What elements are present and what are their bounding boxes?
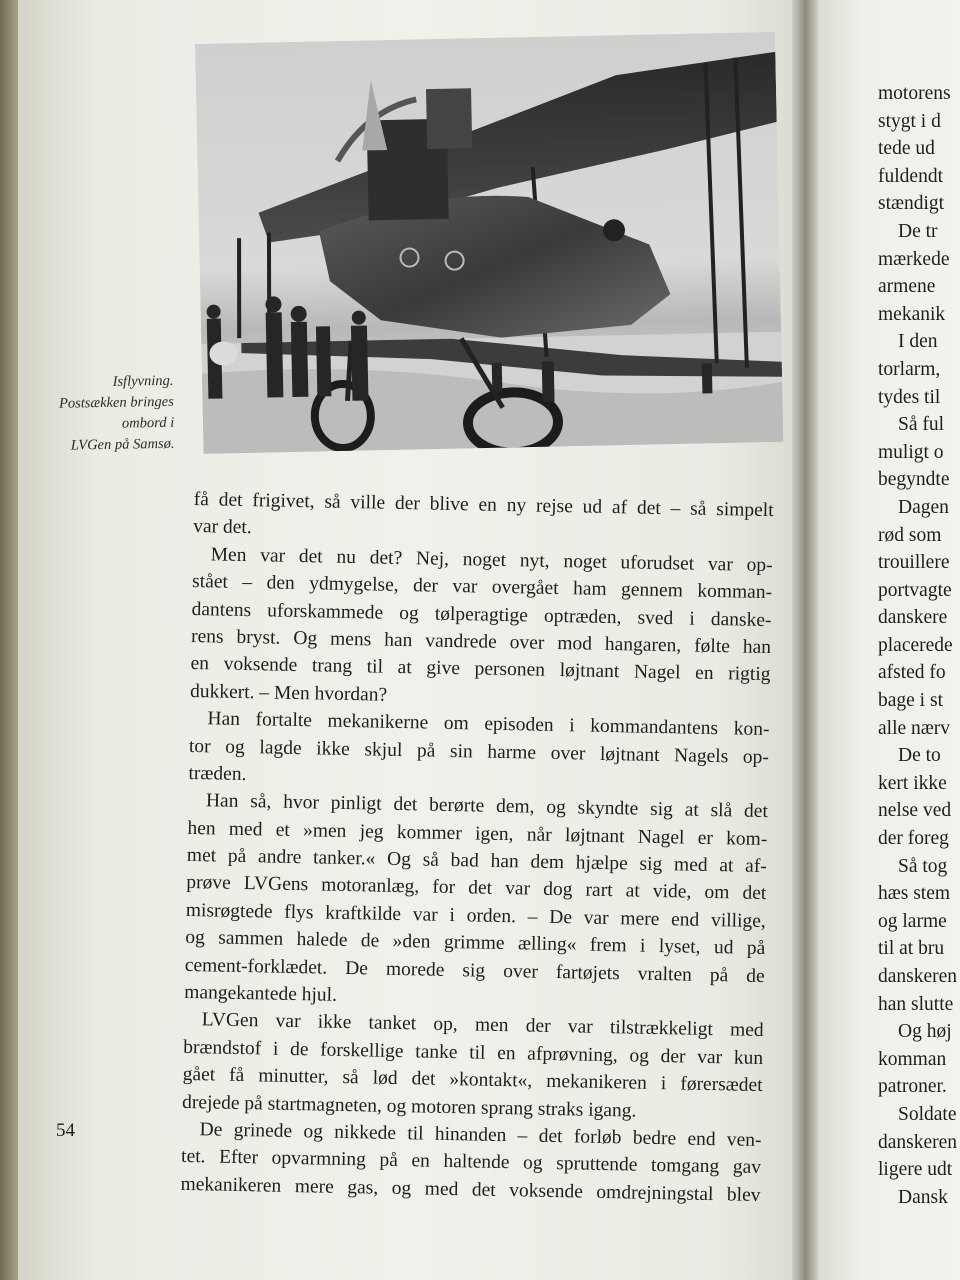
right-page-line: der foreg <box>878 828 949 850</box>
right-page-line: torlarm, <box>878 358 941 380</box>
right-page-line: komman <box>878 1048 947 1070</box>
right-page-line: kert ikke <box>878 772 947 794</box>
body-line: dantens uforskammede og tølperagtige optræden, sved i danske- <box>191 598 772 631</box>
body-line: stået – den ydmygelse, der var overgået ham gennem komman- <box>191 571 773 604</box>
right-page-text <box>878 80 957 1211</box>
right-page-line: placerede <box>878 634 953 656</box>
body-line: De grinede og nikkede til hinanden – det forløb bedre end ven- <box>199 1119 762 1151</box>
right-page-line: stygt i d <box>878 110 941 132</box>
right-page-line: danskeren <box>878 1131 958 1153</box>
right-page-line: Dansk <box>898 1186 948 1208</box>
right-page-line: Så tog <box>898 855 948 877</box>
right-page-line: Soldate <box>898 1103 957 1125</box>
right-page-line: I den <box>898 331 938 353</box>
caption-line: Postsækken bringes <box>58 393 174 412</box>
right-page-line: begyndte <box>878 469 950 491</box>
right-page-line: stændigt <box>878 193 945 215</box>
main-body-text <box>180 486 774 1209</box>
body-line: cement-forklædet. De morede sig over fartøjets vralten på de <box>184 954 765 987</box>
body-line: met på andre tanker.« Og så bad han dem hjælpe sig med at af- <box>186 845 767 878</box>
caption-line: LVGen på Samsø. <box>70 435 175 454</box>
body-line: hen med et »men jeg kommer igen, når løjtnant Nagel er kom- <box>187 817 768 850</box>
body-line: Men var det nu det? Nej, noget nyt, noget uforudset var op- <box>210 544 773 576</box>
right-page-line: danskeren <box>878 966 958 987</box>
right-page-line: og larme <box>878 910 947 932</box>
right-page-line: hæs stem <box>878 883 951 905</box>
right-page-line: Og høj <box>898 1021 952 1043</box>
right-page-line: De tr <box>898 220 938 242</box>
biplane-photo <box>195 32 783 454</box>
body-line: tet. Efter opvarmning på en haltende og spruttende tomgang gav <box>180 1146 762 1179</box>
right-page-line: armene <box>878 276 936 298</box>
body-line: prøve LVGens motoranlæg, for det var dog rart at vide, om det <box>186 872 767 905</box>
body-line: misrøgtede flys kraftkilde var i orden. – De var mere end villige, <box>185 899 766 932</box>
right-page-line: bage i st <box>878 690 943 712</box>
caption-line: Isflyvning. <box>112 372 174 390</box>
body-line: var det. <box>193 516 252 539</box>
right-page-line: fuldendt <box>878 165 943 187</box>
right-page-line: motorens <box>878 83 951 104</box>
page-number: 54 <box>56 1120 75 1141</box>
right-page-line: afsted fo <box>878 662 946 684</box>
body-line: en voksende trang til at give personen løjtnant Nagel en rigtig <box>190 653 771 686</box>
right-page-line: til at bru <box>878 938 945 960</box>
right-page-line: trouillere <box>878 552 950 574</box>
right-page-line: ligere udt <box>878 1159 953 1181</box>
right-page-line: portvagte <box>878 579 952 601</box>
body-line: LVGen var ikke tanket op, men der var tilstrækkeligt med <box>201 1009 764 1042</box>
caption-line: ombord i <box>121 414 175 432</box>
body-line: og sammen halede de »den grimme ælling« frem i lyset, ud på <box>185 927 766 960</box>
body-line: Han fortalte mekanikerne om episoden i kommandantens kon- <box>207 708 770 741</box>
right-page-line: Dagen <box>898 496 949 518</box>
right-page-line: rød som <box>878 524 942 546</box>
body-line: gået få minutter, så lød det »kontakt«, mekanikeren i førersædet <box>182 1064 763 1097</box>
body-line: tor og lagde ikke skjul på sin harme over løjtnant Nagels op- <box>188 735 770 768</box>
right-page-line: Så ful <box>898 414 945 436</box>
right-page-line: muligt o <box>878 441 944 463</box>
body-line: mekanikeren mere gas, og med det voksende omdrejningstal blev <box>180 1173 761 1206</box>
body-line: dukkert. – Men hvordan? <box>189 680 388 706</box>
right-page-line: mekanik <box>878 303 946 325</box>
body-line: brændstof i de forskellige tanke til en afprøvning, og der var kun <box>183 1036 764 1069</box>
photo-caption <box>31 371 174 457</box>
right-page-line: patroner. <box>878 1076 947 1098</box>
right-page-line: han slutte <box>878 993 954 1015</box>
right-page-line: De to <box>898 745 941 767</box>
body-line: drejede på startmagneten, og motoren sprang straks igang. <box>181 1091 637 1122</box>
right-page-line: mærkede <box>878 248 950 270</box>
body-line: træden. <box>188 762 247 785</box>
right-page-line: tede ud <box>878 138 935 160</box>
body-line: mangekantede hjul. <box>184 981 338 1006</box>
right-page-line: nelse ved <box>878 800 952 822</box>
right-page-line: alle nærv <box>878 717 951 739</box>
body-line: Han så, hvor pinligt det berørte dem, og skyndte sig at slå det <box>205 790 769 823</box>
right-page-line: tydes til <box>878 386 941 408</box>
body-line: få det frigivet, så ville der blive en ny rejse ud af det – så simpelt <box>193 488 774 522</box>
body-line: rens bryst. Og mens han vandrede over mod hangaren, følte han <box>190 625 772 659</box>
biplane-photo-icon <box>195 32 783 454</box>
right-page-line: danskere <box>878 607 948 629</box>
